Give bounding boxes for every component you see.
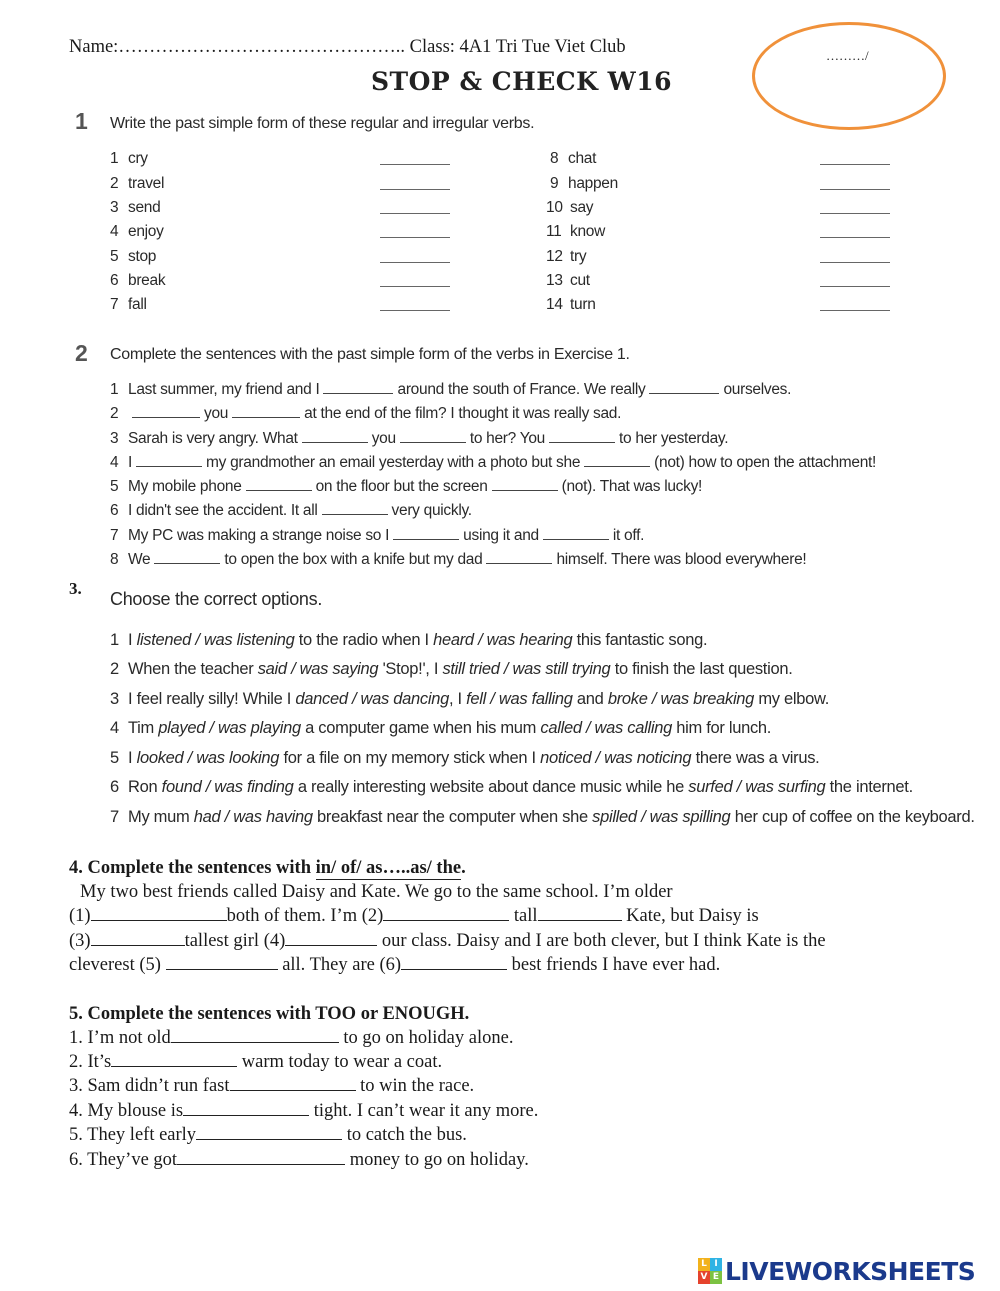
paragraph-text: My two best friends called Daisy and Kate. We go to the same school. I’m older (80, 882, 673, 902)
list-item (546, 272, 590, 290)
answer-line[interactable] (380, 286, 450, 287)
verb: know (570, 223, 605, 240)
item-number: 1 (110, 150, 119, 167)
answer-blank[interactable] (111, 1065, 237, 1067)
answer-blank[interactable] (232, 417, 300, 418)
paragraph-text: cleverest (5) (69, 955, 166, 975)
list-item (110, 631, 707, 650)
sentence-part: tight. I can’t wear it any more. (309, 1101, 539, 1121)
sentence-part: I feel really silly! While I (128, 690, 296, 708)
sentence-part: Last summer, my friend and I (128, 381, 320, 398)
verb: turn (570, 296, 596, 313)
sentence-part: to open the box with a knife but my dad (224, 551, 483, 568)
answer-line[interactable] (380, 262, 450, 263)
answer-blank[interactable] (183, 1114, 309, 1116)
list-item (110, 719, 771, 738)
logo-letter-v: V (698, 1271, 710, 1284)
list-item (110, 778, 913, 797)
list-item (110, 502, 472, 520)
list-item (110, 454, 876, 472)
sentence-part: on the floor but the screen (315, 478, 488, 495)
answer-line[interactable] (380, 189, 450, 190)
ex1-number: 1 (75, 108, 88, 134)
answer-blank[interactable] (136, 466, 202, 467)
logo-badge-icon (698, 1258, 722, 1284)
answer-blank[interactable] (132, 417, 200, 418)
item-number: 4 (110, 719, 119, 737)
answer-blank[interactable] (230, 1089, 356, 1091)
item-number: 13 (546, 272, 563, 289)
answer-blank[interactable] (401, 968, 507, 970)
ex5-item-5 (69, 1125, 467, 1146)
list-item (110, 690, 829, 709)
answer-line[interactable] (380, 213, 450, 214)
answer-line[interactable] (820, 286, 890, 287)
sentence-part: We (128, 551, 151, 568)
answer-line[interactable] (380, 164, 450, 165)
answer-line[interactable] (820, 189, 890, 190)
list-item (546, 296, 596, 314)
ex5-item-4 (69, 1101, 538, 1122)
option-pair[interactable]: found / was finding (161, 778, 294, 796)
paragraph-text: (3) (69, 931, 91, 951)
list-item (110, 551, 806, 569)
item-number: 2 (110, 175, 119, 192)
sentence-part: at the end of the film? I thought it was really sad. (304, 405, 622, 422)
sentence-part: 2. It’s (69, 1052, 112, 1072)
sentence-part: I didn't see the accident. It all (128, 502, 318, 519)
answer-blank[interactable] (246, 490, 312, 491)
item-number: 2 (110, 660, 119, 678)
option-pair[interactable]: said / was saying (257, 660, 379, 678)
answer-blank[interactable] (383, 919, 509, 921)
list-item (110, 381, 791, 399)
list-item (110, 272, 165, 290)
answer-blank[interactable] (393, 539, 459, 540)
heading-underlined: in/ of/ as…..as/ the (315, 858, 462, 878)
item-number: 8 (110, 551, 119, 568)
item-number: 4 (110, 454, 119, 471)
answer-blank[interactable] (154, 563, 220, 564)
list-item (110, 199, 160, 217)
heading-text: . (461, 858, 466, 878)
answer-blank[interactable] (543, 539, 609, 540)
list-item (550, 175, 618, 193)
sentence-part: money to go on holiday. (345, 1150, 529, 1170)
list-item (110, 405, 621, 423)
sentence-part: (not). That was lucky! (561, 478, 703, 495)
sentence-part: I (128, 749, 137, 767)
answer-blank[interactable] (400, 442, 466, 443)
sentence-part: , I (448, 690, 467, 708)
ex4-heading (69, 858, 466, 880)
sentence-part: Sarah is very angry. What (128, 430, 298, 447)
sentence-part: you (204, 405, 229, 422)
option-pair[interactable]: spilled / was spilling (592, 808, 731, 826)
item-number: 1 (110, 631, 119, 649)
name-class-line: Name:……………………………………….. Class: 4A1 Tri Tue Viet Club (69, 37, 626, 57)
verb: stop (128, 248, 157, 265)
sentence-part: When the teacher (128, 660, 258, 678)
answer-blank[interactable] (302, 442, 368, 443)
sentence-part: Ron (128, 778, 162, 796)
answer-blank[interactable] (177, 1163, 345, 1165)
option-pair[interactable]: heard / was hearing (433, 631, 573, 649)
sentence-part: (not) how to open the attachment! (654, 454, 877, 471)
item-number: 12 (546, 248, 563, 265)
sentence-part: I (128, 454, 133, 471)
answer-blank[interactable] (492, 490, 558, 491)
paragraph-text: (1) (69, 906, 91, 926)
score-oval[interactable] (752, 22, 946, 130)
item-number: 5 (110, 248, 119, 265)
list-item (110, 808, 975, 827)
answer-blank[interactable] (91, 944, 185, 946)
sentence-part: I (128, 631, 137, 649)
item-number: 7 (110, 296, 119, 313)
ex2-instruction: Complete the sentences with the past simple form of the verbs in Exercise 1. (110, 346, 630, 363)
option-pair[interactable]: looked / was looking (136, 749, 280, 767)
ex4-line-4 (69, 955, 720, 976)
answer-line[interactable] (820, 213, 890, 214)
list-item (110, 430, 728, 448)
item-number: 9 (550, 175, 559, 192)
sentence-part: very quickly. (391, 502, 472, 519)
option-pair[interactable]: noticed / was noticing (540, 749, 692, 767)
sentence-part: this fantastic song. (572, 631, 708, 649)
paragraph-text: both of them. I’m (2) (226, 906, 384, 926)
answer-blank[interactable] (486, 563, 552, 564)
item-number: 14 (546, 296, 563, 313)
sentence-part: a really interesting website about dance music while he (293, 778, 689, 796)
ex5-heading: 5. Complete the sentences with TOO or ENOUGH. (69, 1004, 470, 1024)
list-item (110, 660, 793, 679)
verb: cry (128, 150, 148, 167)
sentence-part: to win the race. (355, 1076, 475, 1096)
list-item (110, 527, 644, 545)
item-number: 7 (110, 808, 119, 826)
sentence-part: 1. I’m not old (69, 1028, 171, 1048)
option-pair[interactable]: still tried / was still trying (442, 660, 611, 678)
answer-blank[interactable] (323, 393, 393, 394)
sentence-part: to the radio when I (294, 631, 434, 649)
list-item (546, 199, 593, 217)
sentence-part: 'Stop!', I (378, 660, 443, 678)
answer-blank[interactable] (166, 968, 278, 970)
sentence-part: 3. Sam didn’t run fast (69, 1076, 230, 1096)
option-pair[interactable]: had / was having (193, 808, 313, 826)
list-item (110, 248, 156, 266)
paragraph-text: tall (509, 906, 538, 926)
verb: send (128, 199, 161, 216)
sentence-part: the internet. (825, 778, 913, 796)
option-pair[interactable]: played / was playing (158, 719, 301, 737)
sentence-part: around the south of France. We really (397, 381, 646, 398)
answer-blank[interactable] (285, 944, 377, 946)
list-item (110, 478, 702, 496)
option-pair[interactable]: danced / was dancing (295, 690, 449, 708)
paragraph-text: tallest girl (4) (184, 931, 286, 951)
answer-blank[interactable] (649, 393, 719, 394)
item-number: 1 (110, 381, 119, 398)
item-number: 3 (110, 690, 119, 708)
sentence-part: you (371, 430, 396, 447)
sentence-part: there was a virus. (691, 749, 820, 767)
verb: break (128, 272, 166, 289)
ex5-item-6 (69, 1150, 529, 1171)
sentence-part: to catch the bus. (342, 1125, 467, 1145)
item-number: 2 (110, 405, 119, 422)
list-item (110, 175, 164, 193)
sentence-part: a computer game when his mum (300, 719, 541, 737)
item-number: 3 (110, 430, 119, 447)
answer-blank[interactable] (171, 1041, 339, 1043)
paragraph-text: our class. Daisy and I are both clever, but I think Kate is the (377, 931, 826, 951)
sentence-part: it off. (612, 527, 645, 544)
option-pair[interactable]: fell / was falling (466, 690, 573, 708)
verb: try (570, 248, 587, 265)
verb: travel (128, 175, 165, 192)
sentence-part: Tim (128, 719, 159, 737)
brand-name: LIVEWORKSHEETS (725, 1256, 976, 1286)
ex3-instruction: Choose the correct options. (110, 589, 323, 609)
answer-line[interactable] (380, 310, 450, 311)
item-number: 6 (110, 778, 119, 796)
option-pair[interactable]: called / was calling (540, 719, 672, 737)
paragraph-text: Kate, but Daisy is (621, 906, 759, 926)
ex2-number: 2 (75, 340, 88, 366)
sentence-part: My mobile phone (128, 478, 242, 495)
liveworksheets-logo[interactable] (698, 1256, 975, 1286)
logo-letter-l: L (698, 1258, 710, 1271)
answer-blank[interactable] (584, 466, 650, 467)
ex3-number: 3. (69, 579, 82, 598)
verb: say (570, 199, 594, 216)
verb: fall (128, 296, 147, 313)
sentence-part: breakfast near the computer when she (312, 808, 593, 826)
sentence-part: for a file on my memory stick when I (279, 749, 541, 767)
item-number: 5 (110, 749, 119, 767)
item-number: 10 (546, 199, 563, 216)
item-number: 5 (110, 478, 119, 495)
sentence-part: 4. My blouse is (69, 1101, 184, 1121)
answer-line[interactable] (820, 262, 890, 263)
sentence-part: him for lunch. (671, 719, 772, 737)
option-pair[interactable]: broke / was breaking (607, 690, 755, 708)
answer-blank[interactable] (91, 919, 227, 921)
sentence-part: using it and (463, 527, 539, 544)
item-number: 4 (110, 223, 119, 240)
ex5-item-3 (69, 1076, 474, 1097)
sentence-part: My PC was making a strange noise so I (128, 527, 390, 544)
option-pair[interactable]: surfed / was surfing (688, 778, 826, 796)
answer-line[interactable] (380, 237, 450, 238)
sentence-part: ourselves. (723, 381, 792, 398)
verb: happen (568, 175, 618, 192)
item-number: 6 (110, 502, 119, 519)
sentence-part: to finish the last question. (610, 660, 793, 678)
list-item (110, 223, 164, 241)
sentence-part: 5. They left early (69, 1125, 197, 1145)
verb: cut (570, 272, 590, 289)
sentence-part: to her yesterday. (619, 430, 729, 447)
ex4-line-1 (80, 882, 673, 903)
answer-blank[interactable] (549, 442, 615, 443)
list-item (110, 296, 147, 314)
answer-blank[interactable] (196, 1138, 342, 1140)
logo-letter-e: E (710, 1271, 722, 1284)
item-number: 3 (110, 199, 119, 216)
item-number: 6 (110, 272, 119, 289)
verb: chat (568, 150, 597, 167)
answer-blank[interactable] (322, 514, 388, 515)
ex4-line-2 (69, 906, 759, 927)
list-item (546, 223, 605, 241)
sentence-part: himself. There was blood everywhere! (556, 551, 807, 568)
answer-line[interactable] (820, 164, 890, 165)
answer-line[interactable] (820, 237, 890, 238)
sentence-part: my elbow. (754, 690, 830, 708)
option-pair[interactable]: listened / was listening (136, 631, 295, 649)
sentence-part: to go on holiday alone. (338, 1028, 514, 1048)
ex5-item-1 (69, 1028, 513, 1049)
sentence-part: to her? You (469, 430, 545, 447)
ex5-item-2 (69, 1052, 442, 1073)
item-number: 8 (550, 150, 559, 167)
verb: enjoy (128, 223, 164, 240)
sentence-part: my grandmother an email yesterday with a photo but she (206, 454, 581, 471)
item-number: 11 (546, 223, 562, 240)
page-title: STOP & CHECK W16 (371, 67, 672, 96)
logo-letter-i: I (710, 1258, 722, 1271)
sentence-part: 6. They’ve got (69, 1150, 178, 1170)
answer-line[interactable] (820, 310, 890, 311)
sentence-part: her cup of coffee on the keyboard. (730, 808, 975, 826)
ex1-instruction: Write the past simple form of these regular and irregular verbs. (110, 115, 535, 132)
list-item (110, 150, 148, 168)
list-item (550, 150, 596, 168)
list-item (546, 248, 586, 266)
item-number: 7 (110, 527, 119, 544)
paragraph-text: best friends I have ever had. (507, 955, 721, 975)
ex4-line-3 (69, 931, 826, 952)
sentence-part: My mum (128, 808, 194, 826)
sentence-part: and (572, 690, 608, 708)
score-text: ………/ (826, 48, 869, 63)
paragraph-text: all. They are (6) (277, 955, 402, 975)
sentence-part: warm today to wear a coat. (237, 1052, 443, 1072)
list-item (110, 749, 819, 768)
answer-blank[interactable] (538, 919, 622, 921)
heading-text: 4. Complete the sentences with (69, 858, 316, 878)
